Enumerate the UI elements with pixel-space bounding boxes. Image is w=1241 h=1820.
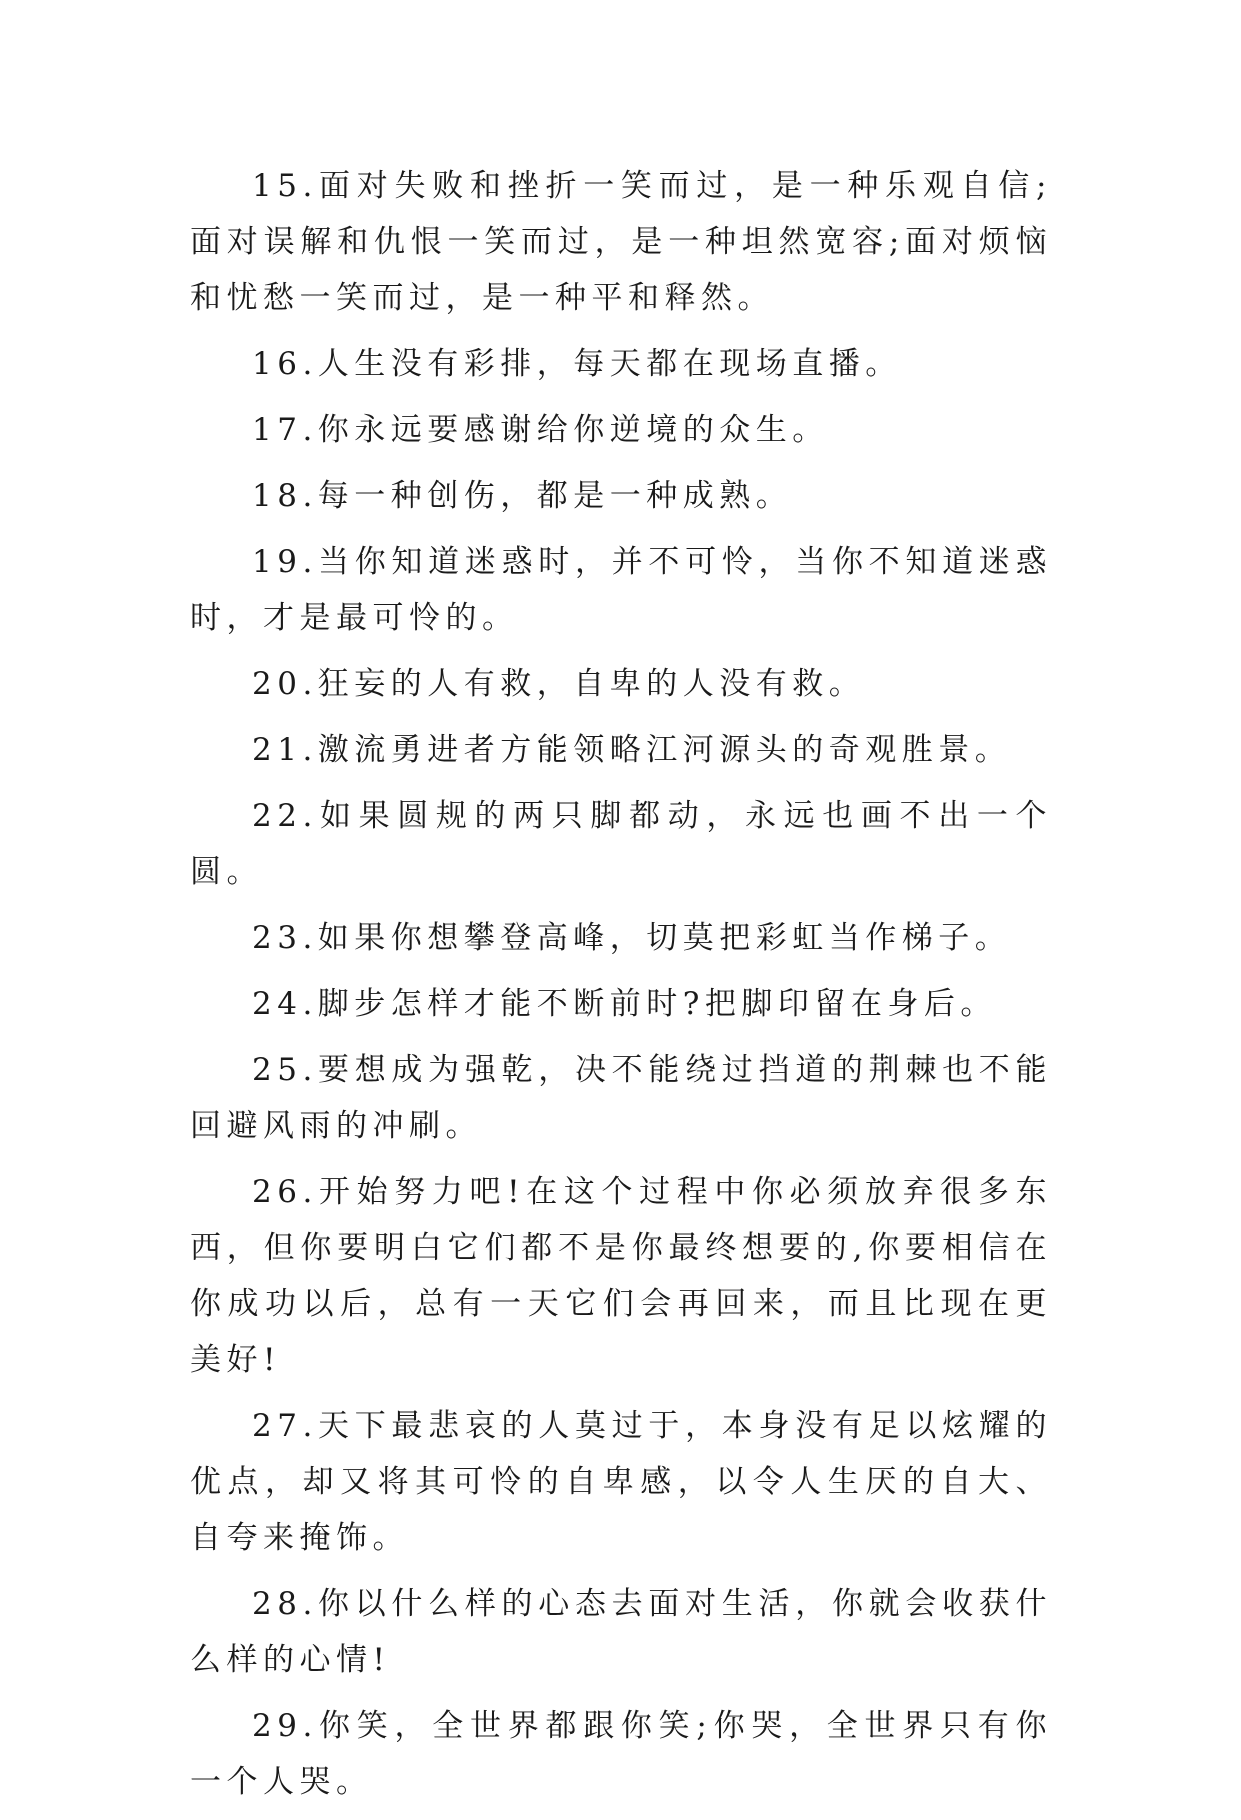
quote-paragraph-21: 21.激流勇进者方能领略江河源头的奇观胜景。 [252,732,1012,768]
quote-paragraph-24: 24.脚步怎样才能不断前时?把脚印留在身后。 [252,986,997,1022]
quote-paragraph-26: 26.开始努力吧!在这个过程中你必须放弃很多东西，但你要明白它们都不是你最终想要的,你要相信在你成功以后，总有一天它们会再回来，而且比现在更美好! [190,1174,1052,1378]
quote-paragraph-25: 25.要想成为强乾，决不能绕过挡道的荆棘也不能回避风雨的冲刷。 [190,1052,1052,1144]
quote-paragraph-22: 22.如果圆规的两只脚都动，永远也画不出一个圆。 [190,798,1052,890]
quote-paragraph-20: 20.狂妄的人有救，自卑的人没有救。 [252,666,866,702]
quote-paragraph-17: 17.你永远要感谢给你逆境的众生。 [252,412,829,448]
document-page [190,158,1052,1820]
quote-paragraph-18: 18.每一种创伤，都是一种成熟。 [252,478,793,514]
quote-paragraph-19: 19.当你知道迷惑时，并不可怜，当你不知道迷惑时，才是最可怜的。 [190,544,1052,636]
quote-paragraph-16: 16.人生没有彩排，每天都在现场直播。 [252,346,902,382]
quote-paragraph-29: 29.你笑，全世界都跟你笑;你哭，全世界只有你一个人哭。 [190,1708,1052,1800]
quote-paragraph-28: 28.你以什么样的心态去面对生活，你就会收获什么样的心情! [190,1586,1052,1678]
quote-paragraph-23: 23.如果你想攀登高峰，切莫把彩虹当作梯子。 [252,920,1012,956]
quote-paragraph-27: 27.天下最悲哀的人莫过于，本身没有足以炫耀的优点，却又将其可怜的自卑感，以令人生厌的自大、自夸来掩饰。 [190,1408,1052,1556]
quote-paragraph-15: 15.面对失败和挫折一笑而过，是一种乐观自信;面对误解和仇恨一笑而过，是一种坦然宽容;面对烦恼和忧愁一笑而过，是一种平和释然。 [190,168,1052,316]
